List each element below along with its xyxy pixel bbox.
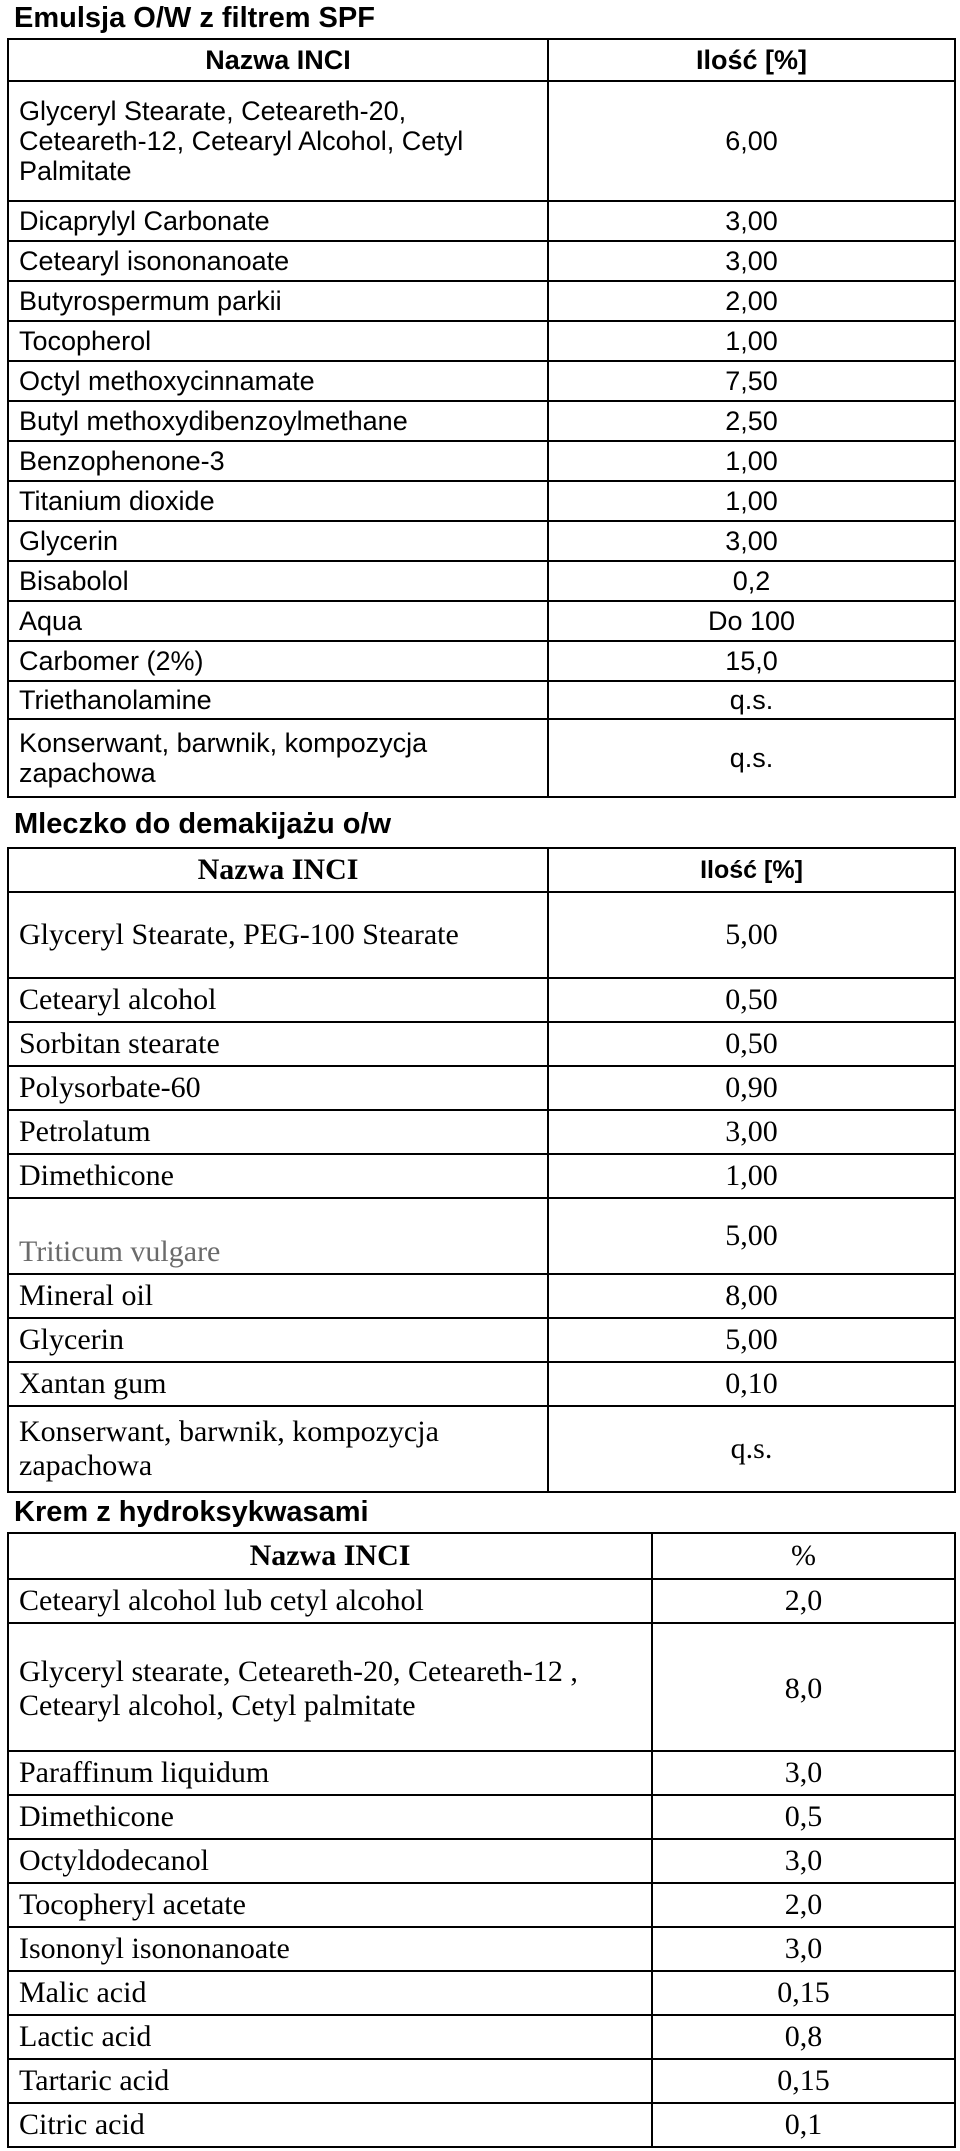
ingredient-amount: 2,50 bbox=[548, 401, 955, 441]
ingredient-name: Glyceryl Stearate, Ceteareth-20, Ceteareth-12, Cetearyl Alcohol, Cetyl Palmitate bbox=[8, 81, 548, 201]
ingredient-name: Malic acid bbox=[8, 1971, 652, 2015]
table-row bbox=[8, 2059, 955, 2103]
ingredient-amount: 8,0 bbox=[652, 1623, 955, 1751]
table-header-row bbox=[8, 1533, 955, 1579]
ingredient-amount: 7,50 bbox=[548, 361, 955, 401]
table-row bbox=[8, 321, 955, 361]
ingredient-name: Mineral oil bbox=[8, 1274, 548, 1318]
table-row bbox=[8, 1274, 955, 1318]
table-row bbox=[8, 2015, 955, 2059]
ingredient-amount: 3,00 bbox=[548, 1110, 955, 1154]
ingredient-amount: 3,00 bbox=[548, 521, 955, 561]
table-header-row bbox=[8, 848, 955, 892]
ingredients-table-mleczko bbox=[7, 847, 956, 1493]
ingredient-amount: 0,90 bbox=[548, 1066, 955, 1110]
ingredient-name: Benzophenone-3 bbox=[8, 441, 548, 481]
ingredient-amount: 3,00 bbox=[548, 201, 955, 241]
ingredient-name: Isononyl isononanoate bbox=[8, 1927, 652, 1971]
ingredient-name: Cetearyl alcohol lub cetyl alcohol bbox=[8, 1579, 652, 1623]
ingredient-amount: 0,15 bbox=[652, 1971, 955, 2015]
ingredient-amount: 2,00 bbox=[548, 281, 955, 321]
section-title-mleczko: Mleczko do demakijażu o/w bbox=[14, 808, 392, 840]
ingredient-amount: 2,0 bbox=[652, 1883, 955, 1927]
table-row bbox=[8, 201, 955, 241]
table-row bbox=[8, 481, 955, 521]
ingredient-name: Tartaric acid bbox=[8, 2059, 652, 2103]
table-row bbox=[8, 1406, 955, 1492]
ingredient-amount: 2,0 bbox=[652, 1579, 955, 1623]
ingredient-name: Cetearyl alcohol bbox=[8, 978, 548, 1022]
ingredient-name: Triethanolamine bbox=[8, 681, 548, 719]
table-row bbox=[8, 81, 955, 201]
ingredient-name: Sorbitan stearate bbox=[8, 1022, 548, 1066]
ingredient-amount: 3,0 bbox=[652, 1839, 955, 1883]
table-row bbox=[8, 681, 955, 719]
table-row bbox=[8, 1154, 955, 1198]
column-header-amount: Ilość [%] bbox=[548, 39, 955, 81]
table-row bbox=[8, 1579, 955, 1623]
ingredient-amount: 1,00 bbox=[548, 441, 955, 481]
ingredient-amount: 0,15 bbox=[652, 2059, 955, 2103]
table-row bbox=[8, 601, 955, 641]
table-row bbox=[8, 1795, 955, 1839]
ingredient-amount: 3,00 bbox=[548, 241, 955, 281]
table-row bbox=[8, 1066, 955, 1110]
ingredients-table-krem bbox=[7, 1532, 956, 2148]
table-header-row bbox=[8, 39, 955, 81]
ingredient-name: Glyceryl stearate, Ceteareth-20, Ceteareth-12 , Cetearyl alcohol, Cetyl palmitate bbox=[8, 1623, 652, 1751]
table-row bbox=[8, 1971, 955, 2015]
ingredient-amount: Do 100 bbox=[548, 601, 955, 641]
ingredient-name: Bisabolol bbox=[8, 561, 548, 601]
table-row bbox=[8, 281, 955, 321]
ingredient-name: Aqua bbox=[8, 601, 548, 641]
ingredient-amount: 0,5 bbox=[652, 1795, 955, 1839]
ingredient-name: Glyceryl Stearate, PEG-100 Stearate bbox=[8, 892, 548, 978]
section-title-krem: Krem z hydroksykwasami bbox=[14, 1496, 369, 1528]
ingredient-name: Polysorbate-60 bbox=[8, 1066, 548, 1110]
table-row bbox=[8, 241, 955, 281]
ingredient-name: Butyl methoxydibenzoylmethane bbox=[8, 401, 548, 441]
table-row bbox=[8, 1318, 955, 1362]
ingredient-name: Octyl methoxycinnamate bbox=[8, 361, 548, 401]
table-row bbox=[8, 521, 955, 561]
table-row bbox=[8, 1927, 955, 1971]
ingredient-amount: 0,2 bbox=[548, 561, 955, 601]
ingredient-amount: 1,00 bbox=[548, 321, 955, 361]
table-row bbox=[8, 1839, 955, 1883]
ingredient-name: Citric acid bbox=[8, 2103, 652, 2147]
table-row bbox=[8, 1883, 955, 1927]
table-row bbox=[8, 1110, 955, 1154]
table-row bbox=[8, 401, 955, 441]
table-row bbox=[8, 641, 955, 681]
column-header-name: Nazwa INCI bbox=[8, 848, 548, 892]
ingredient-amount: 0,1 bbox=[652, 2103, 955, 2147]
ingredient-amount: 0,50 bbox=[548, 1022, 955, 1066]
table-row bbox=[8, 441, 955, 481]
table-row bbox=[8, 1198, 955, 1274]
table-row bbox=[8, 978, 955, 1022]
table-row bbox=[8, 719, 955, 797]
ingredient-name: Dimethicone bbox=[8, 1795, 652, 1839]
ingredient-name: Tocopherol bbox=[8, 321, 548, 361]
ingredient-amount: 5,00 bbox=[548, 1198, 955, 1274]
ingredient-name: Tocopheryl acetate bbox=[8, 1883, 652, 1927]
column-header-name: Nazwa INCI bbox=[8, 39, 548, 81]
ingredient-amount: 15,0 bbox=[548, 641, 955, 681]
ingredient-amount: 0,50 bbox=[548, 978, 955, 1022]
table-row bbox=[8, 1022, 955, 1066]
ingredient-name: Butyrospermum parkii bbox=[8, 281, 548, 321]
ingredient-name: Carbomer (2%) bbox=[8, 641, 548, 681]
ingredient-amount: 3,0 bbox=[652, 1927, 955, 1971]
ingredient-amount: 0,10 bbox=[548, 1362, 955, 1406]
table-row bbox=[8, 2103, 955, 2147]
ingredient-name: Octyldodecanol bbox=[8, 1839, 652, 1883]
ingredient-name: Dimethicone bbox=[8, 1154, 548, 1198]
ingredients-table-emulsja bbox=[7, 38, 956, 798]
ingredient-name: Konserwant, barwnik, kompozycja zapachowa bbox=[8, 1406, 548, 1492]
ingredient-amount: 8,00 bbox=[548, 1274, 955, 1318]
ingredient-name: Glycerin bbox=[8, 1318, 548, 1362]
table-row bbox=[8, 361, 955, 401]
ingredient-name: Triticum vulgare bbox=[8, 1198, 548, 1274]
ingredient-name: Petrolatum bbox=[8, 1110, 548, 1154]
table-row bbox=[8, 1362, 955, 1406]
ingredient-amount: 0,8 bbox=[652, 2015, 955, 2059]
ingredient-name: Xantan gum bbox=[8, 1362, 548, 1406]
ingredient-name: Konserwant, barwnik, kompozycja zapachowa bbox=[8, 719, 548, 797]
ingredient-amount: q.s. bbox=[548, 1406, 955, 1492]
ingredient-amount: q.s. bbox=[548, 681, 955, 719]
ingredient-name: Dicaprylyl Carbonate bbox=[8, 201, 548, 241]
section-title-emulsja: Emulsja O/W z filtrem SPF bbox=[14, 2, 375, 34]
column-header-amount: Ilość [%] bbox=[548, 848, 955, 892]
ingredient-amount: 1,00 bbox=[548, 481, 955, 521]
ingredient-amount: 5,00 bbox=[548, 1318, 955, 1362]
table-row bbox=[8, 1623, 955, 1751]
table-row bbox=[8, 561, 955, 601]
table-row bbox=[8, 892, 955, 978]
ingredient-amount: 5,00 bbox=[548, 892, 955, 978]
column-header-name: Nazwa INCI bbox=[8, 1533, 652, 1579]
table-row bbox=[8, 1751, 955, 1795]
ingredient-amount: q.s. bbox=[548, 719, 955, 797]
ingredient-name: Glycerin bbox=[8, 521, 548, 561]
ingredient-name: Titanium dioxide bbox=[8, 481, 548, 521]
ingredient-amount: 6,00 bbox=[548, 81, 955, 201]
ingredient-amount: 1,00 bbox=[548, 1154, 955, 1198]
ingredient-name: Cetearyl isononanoate bbox=[8, 241, 548, 281]
ingredient-amount: 3,0 bbox=[652, 1751, 955, 1795]
ingredient-name: Paraffinum liquidum bbox=[8, 1751, 652, 1795]
ingredient-name: Lactic acid bbox=[8, 2015, 652, 2059]
column-header-amount: % bbox=[652, 1533, 955, 1579]
